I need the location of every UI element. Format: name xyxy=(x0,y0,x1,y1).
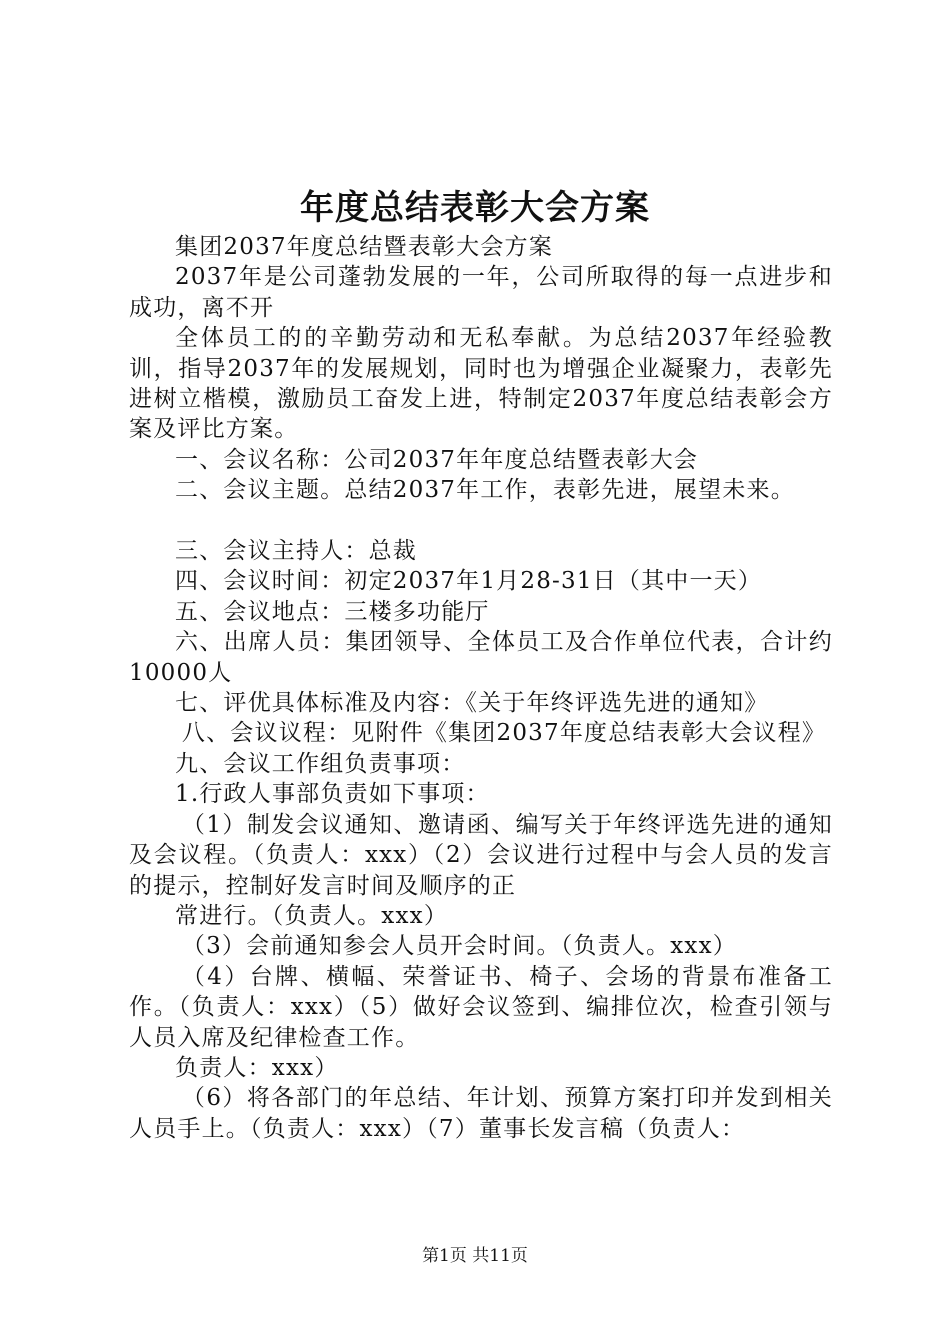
paragraph-hr-dept: 1.行政人事部负责如下事项： xyxy=(175,781,490,808)
list-item-task-1-2: （1）制发会议通知、邀请函、编写关于年终评选先进的通知及会议程。（负责人：xxx）（2）会议进行过程中与会人员的发言的提示，控制好发言时间及顺序的正 xyxy=(129,811,833,899)
paragraph-meeting-theme: 二、会议主题。总结2037年工作，表彰先进，展望未来。 xyxy=(175,477,795,504)
paragraph-purpose: 全体员工的的辛勤劳动和无私奉献。为总结2037年经验教训，指导2037年的发展规划，同时也为增强企业凝聚力，表彰先进树立楷模，激励员工奋发上进，特制定2037年度总结表彰会方案及评比方案。 xyxy=(129,325,833,443)
blank-line xyxy=(129,506,833,536)
list-item-task-6-7: （6）将各部门的年总结、年计划、预算方案打印并发到相关人员手上。（负责人：xxx）（7）董事长发言稿（负责人： xyxy=(129,1085,833,1142)
document-body xyxy=(129,232,833,1144)
paragraph-responsibilities: 九、会议工作组负责事项： xyxy=(175,750,466,777)
paragraph-criteria: 七、评优具体标准及内容：《关于年终评选先进的通知》 xyxy=(175,690,769,717)
paragraph-agenda: 八、会议议程：见附件《集团2037年度总结表彰大会议程》 xyxy=(181,720,827,747)
paragraph-time: 四、会议时间：初定2037年1月28-31日（其中一天） xyxy=(175,568,763,595)
list-item-task-4-5: （4）台牌、横幅、荣誉证书、椅子、会场的背景布准备工作。（负责人：xxx）（5）做好会议签到、编排位次，检查引领与人员入席及纪律检查工作。 xyxy=(129,963,833,1051)
list-item-task-3: （3）会前通知参会人员开会时间。（负责人。xxx） xyxy=(181,933,737,960)
paragraph-host: 三、会议主持人：总裁 xyxy=(175,538,417,565)
page-footer: 第1页 共11页 xyxy=(422,1246,528,1266)
paragraph-subtitle: 集团2037年度总结暨表彰大会方案 xyxy=(175,234,553,260)
list-item-task-2-cont: 常进行。（负责人。xxx） xyxy=(175,902,449,929)
document-title: 年度总结表彰大会方案 xyxy=(300,188,650,228)
paragraph-attendees: 六、出席人员：集团领导、全体员工及合作单位代表，合计约10000人 xyxy=(129,629,833,686)
paragraph-meeting-name: 一、会议名称：公司2037年年度总结暨表彰大会 xyxy=(175,446,699,473)
list-item-task-5-cont: 负责人：xxx） xyxy=(175,1054,339,1081)
paragraph-location: 五、会议地点：三楼多功能厅 xyxy=(175,598,490,625)
paragraph-intro: 2037年是公司蓬勃发展的一年，公司所取得的每一点进步和成功，离不开 xyxy=(129,264,833,321)
